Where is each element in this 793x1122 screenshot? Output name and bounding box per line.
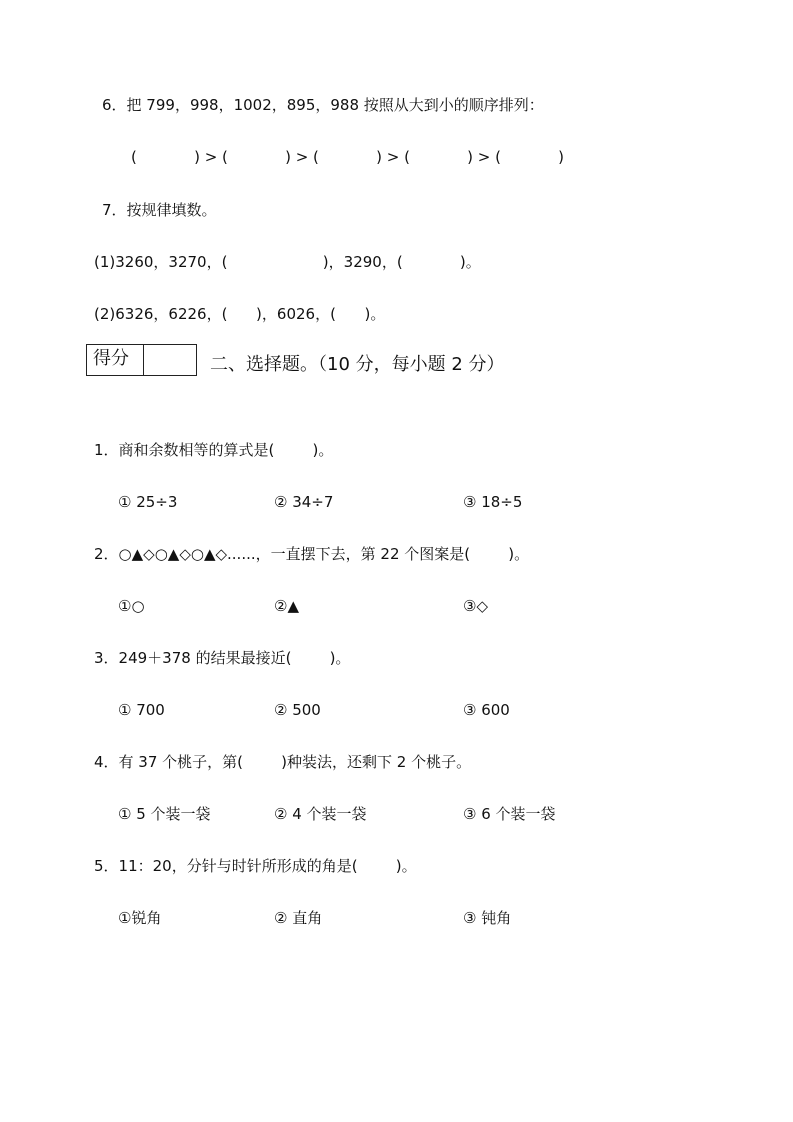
q7-sub1: (1)3260，3270，( )，3290，( )。 <box>94 253 481 271</box>
question-4-option-1: ① 5 个装一袋 <box>118 805 211 823</box>
q6-answer-line: ( ) > ( ) > ( ) > ( ) > ( ) <box>131 148 565 166</box>
question-5-option-3: ③ 钝角 <box>463 909 512 927</box>
q6-text: 6．把 799，998，1002，895，988 按照从大到小的顺序排列： <box>102 96 544 114</box>
question-4-option-2: ② 4 个装一袋 <box>274 805 367 823</box>
question-5-option-2: ② 直角 <box>274 909 323 927</box>
score-box <box>86 344 197 376</box>
question-4-text: 4．有 37 个桃子，第( )种装法，还剩下 2 个桃子。 <box>94 753 472 771</box>
question-3-option-3: ③ 600 <box>463 701 510 719</box>
question-2-option-1: ①○ <box>118 597 145 615</box>
question-1-option-1: ① 25÷3 <box>118 493 178 511</box>
question-4-option-3: ③ 6 个装一袋 <box>463 805 556 823</box>
q7-text: 7．按规律填数。 <box>102 201 217 219</box>
question-5-option-1: ①锐角 <box>118 909 162 927</box>
question-3-text: 3．249＋378 的结果最接近( )。 <box>94 649 351 667</box>
section-title: 二、选择题。（10 分，每小题 2 分） <box>210 354 505 375</box>
question-2-text: 2．○▲◇○▲◇○▲◇......，一直摆下去，第 22 个图案是( )。 <box>94 545 530 563</box>
score-value <box>144 345 196 375</box>
question-3-option-1: ① 700 <box>118 701 165 719</box>
question-2-option-2: ②▲ <box>274 597 299 615</box>
score-label: 得分 <box>87 345 144 375</box>
question-1-option-3: ③ 18÷5 <box>463 493 523 511</box>
q7-sub2: (2)6326，6226，( )，6026，( )。 <box>94 305 386 323</box>
question-2-option-3: ③◇ <box>463 597 488 615</box>
question-1-text: 1．商和余数相等的算式是( )。 <box>94 441 334 459</box>
question-1-option-2: ② 34÷7 <box>274 493 334 511</box>
question-5-text: 5．11：20，分针与时针所形成的角是( )。 <box>94 857 417 875</box>
question-3-option-2: ② 500 <box>274 701 321 719</box>
